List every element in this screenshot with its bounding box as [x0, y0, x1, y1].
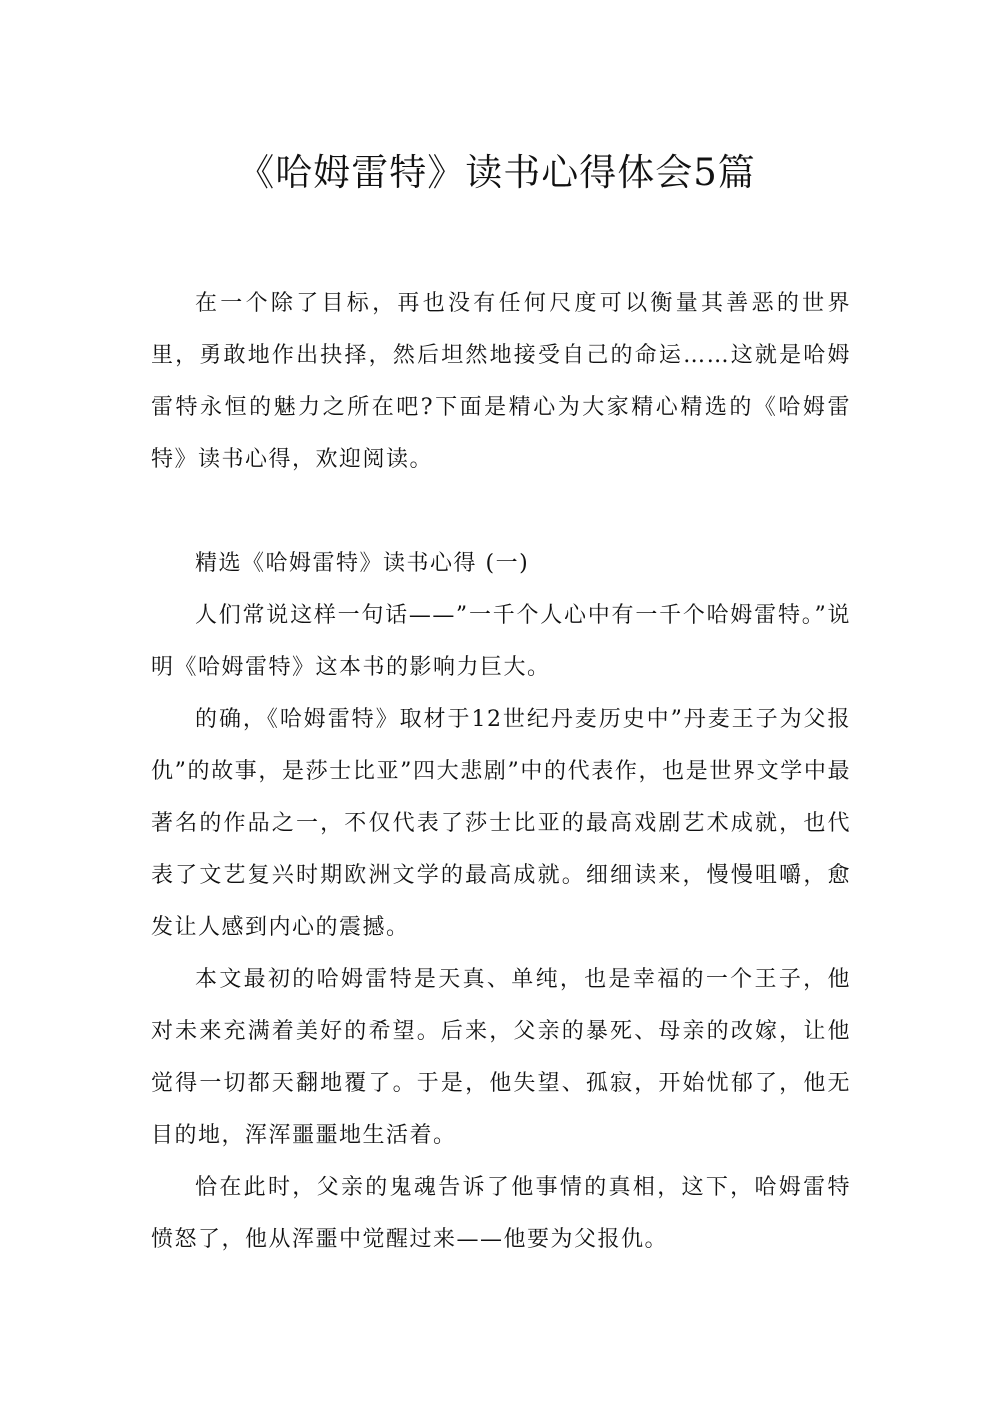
body-paragraph-3: 本文最初的哈姆雷特是天真、单纯，也是幸福的一个王子，他对未来充满着美好的希望。后来，父亲的暴死、母亲的改嫁，让他觉得一切都天翻地覆了。于是，他失望、孤寂，开始忧郁了，他无目的地，浑浑噩噩地生活着。: [151, 967, 851, 1148]
body-paragraph-4: 恰在此时，父亲的鬼魂告诉了他事情的真相，这下，哈姆雷特愤怒了，他从浑噩中觉醒过来——他要为父报仇。: [151, 1175, 851, 1252]
document-body: [151, 278, 851, 1266]
body-paragraph-2: 的确，《哈姆雷特》取材于12世纪丹麦历史中”丹麦王子为父报仇”的故事，是莎士比亚”四大悲剧”中的代表作，也是世界文学中最著名的作品之一，不仅代表了莎士比亚的最高戏剧艺术成就，也代表了文艺复兴时期欧洲文学的最高成就。细细读来，慢慢咀嚼，愈发让人感到内心的震撼。: [151, 707, 851, 940]
section-heading: 精选《哈姆雷特》读书心得 (一): [195, 551, 530, 576]
document-title: 《哈姆雷特》读书心得体会5篇: [237, 150, 756, 194]
intro-paragraph: 在一个除了目标，再也没有任何尺度可以衡量其善恶的世界里，勇敢地作出抉择，然后坦然地接受自己的命运……这就是哈姆雷特永恒的魅力之所在吧?下面是精心为大家精心精选的《哈姆雷特》读书心得，欢迎阅读。: [151, 291, 851, 472]
body-paragraph-1: 人们常说这样一句话——”一千个人心中有一千个哈姆雷特。”说明《哈姆雷特》这本书的影响力巨大。: [151, 603, 851, 680]
